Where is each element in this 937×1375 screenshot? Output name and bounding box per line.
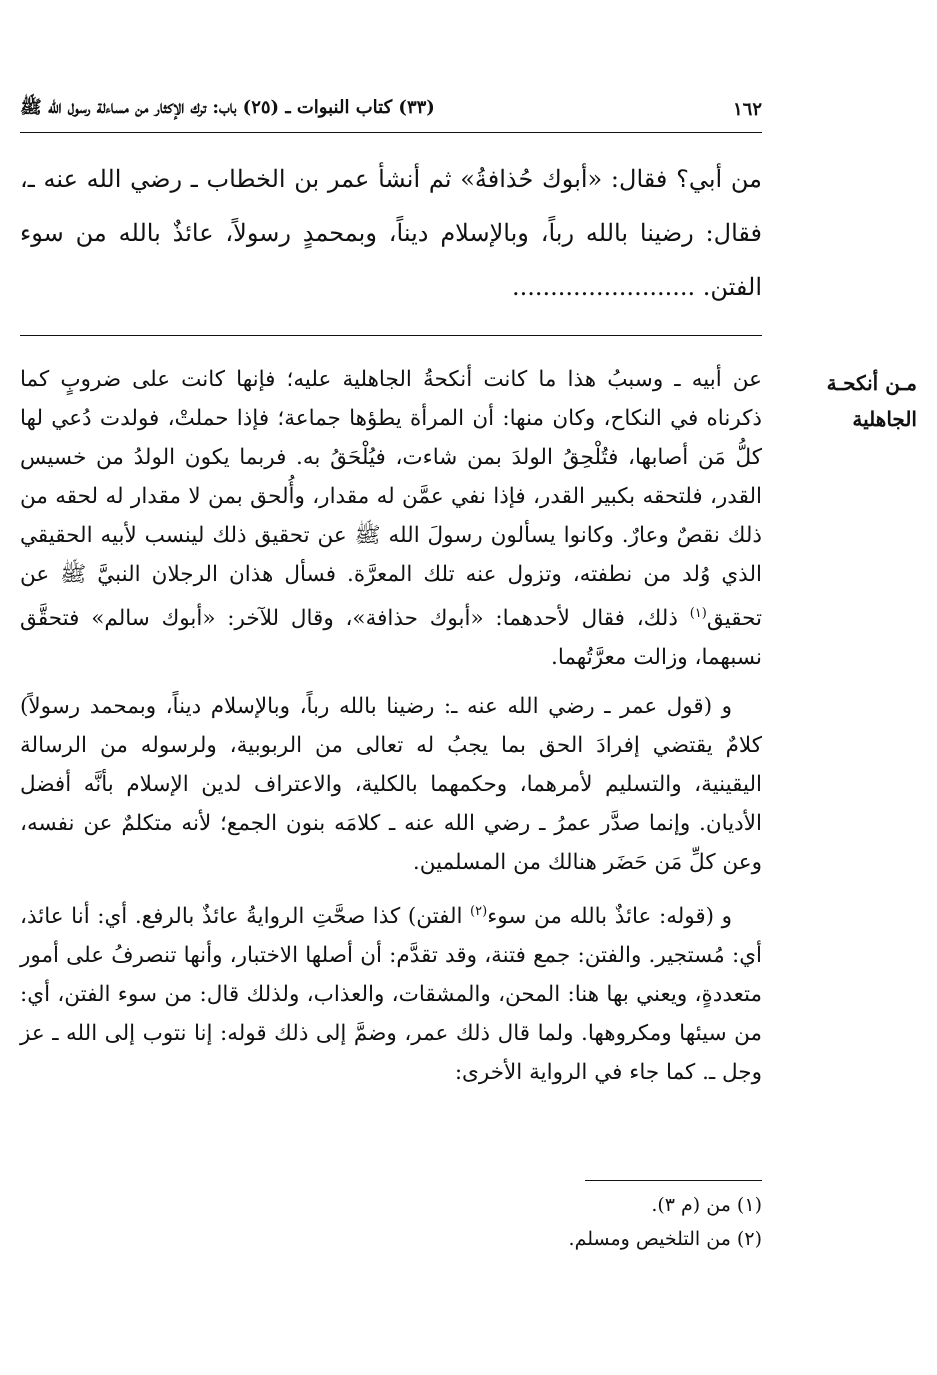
commentary-block	[20, 360, 762, 1102]
footnote-1: (١) من (م ٣).	[651, 1194, 762, 1216]
page-number: ١٦٢	[732, 98, 762, 120]
commentary-paragraph-1	[20, 360, 762, 677]
margin-note: مـن أنكحـة الجاهلية	[826, 371, 917, 431]
header-rule	[20, 132, 762, 133]
hadith-dots: ........................	[512, 273, 696, 301]
commentary-paragraph-2: و (قول عمر ـ رضي الله عنه ـ: رضينا بالله رباً، وبالإسلام ديناً، وبمحمد رسولاً) كلامٌ يقتضي إفرادَ الحق بما يجبُ له تعالى من الربوبية، ولرسوله من الرسالة اليقينية، والتسليم لأمرهما، وحكمهما بالكلية، والاعتراف لدين الإسلام بأنَّه أفضل الأديان. وإنما صدَّر عمرُ ـ رضي الله عنه ـ كلامَه بنون الجمع؛ لأنه متكلمٌ عن نفسه، وعن كلِّ مَن حَضَر هنالك من المسلمين.	[20, 694, 762, 876]
hadith-text: من أبي؟ فقال: «أبوك حُذافةُ» ثم أنشأ عمر بن الخطاب ـ رضي الله عنه ـ، فقال: رضينا بالله رباً، وبالإسلام ديناً، وبمحمدٍ رسولاً، عائذٌ بالله من سوء الفتن.	[20, 165, 762, 301]
commentary-text: ذلك، فقال لأحدهما: «أبوك حذافة»، وقال للآخر: «أبوك سالم» فتحقَّق نسبهما، وزالت معرَّتُهما.	[20, 606, 762, 671]
commentary-text: عن أبيه ـ وسببُ هذا ما كانت أنكحةُ الجاهلية عليه؛ فإنها كانت على ضروبٍ كما ذكرناه في النكاح، وكان منها: أن المرأة يطؤها جماعة؛ فإذا حملتْ، فولدت دُعي لها كلُّ مَن أصابها، فتُلْحِقُ الولدَ بمن شاءت، فيُلْحَقُ به. فربما يكون الولدُ من خسيس القدر، فلتحقه بكبير القدر، فإذا نفي عمَّن له مقدار، وأُلحق بمن لا مقدار له لحقه من ذلك نقصٌ وعارٌ. وكانوا يسألون رسولَ الله ﷺ عن تحقيق ذلك لينسب لأبيه الحقيقي الذي وُلد من نطفته، وتزول عنه تلك المعرَّة. فسأل هذان الرجلان النبيَّ ﷺ عن تحقيق	[20, 367, 762, 632]
footnote-marker: (١)	[689, 606, 707, 621]
commentary-text: و (قوله: عائذٌ بالله من سوء	[487, 904, 732, 930]
footnote-2: (٢) من التلخيص ومسلم.	[568, 1228, 762, 1250]
footnote-rule	[585, 1180, 762, 1181]
commentary-paragraph-3	[20, 892, 762, 1092]
hadith-text-block	[20, 152, 762, 314]
footnote-marker: (٢)	[470, 904, 488, 920]
footnotes	[20, 1188, 762, 1256]
running-header	[20, 92, 762, 126]
commentary-text: الفتن) كذا صحَّتِ الروايةُ عائذٌ بالرفع. أي: أنا عائذ، أي: مُستجير. والفتن: جمع فتنة، وقد تقدَّم: أن أصلها الاختبار، وأنها تنصرفُ على أمور متعددةٍ، ويعني بها هنا: المحن، والمشقات، والعذاب، ولذلك قال: من سوء الفتن، أي: من سيئها ومكروهها. ولما قال ذلك عمر، وضمَّ إلى ذلك قوله: إنا نتوب إلى الله ـ عز وجل ـ. كما جاء في الرواية الأخرى:	[20, 904, 762, 1086]
running-title: (٣٣) كتاب النبوات ـ (٢٥) باب: ترك الإكثار من مساءلة رسول الله ﷺ	[20, 97, 435, 118]
section-separator	[20, 335, 762, 336]
